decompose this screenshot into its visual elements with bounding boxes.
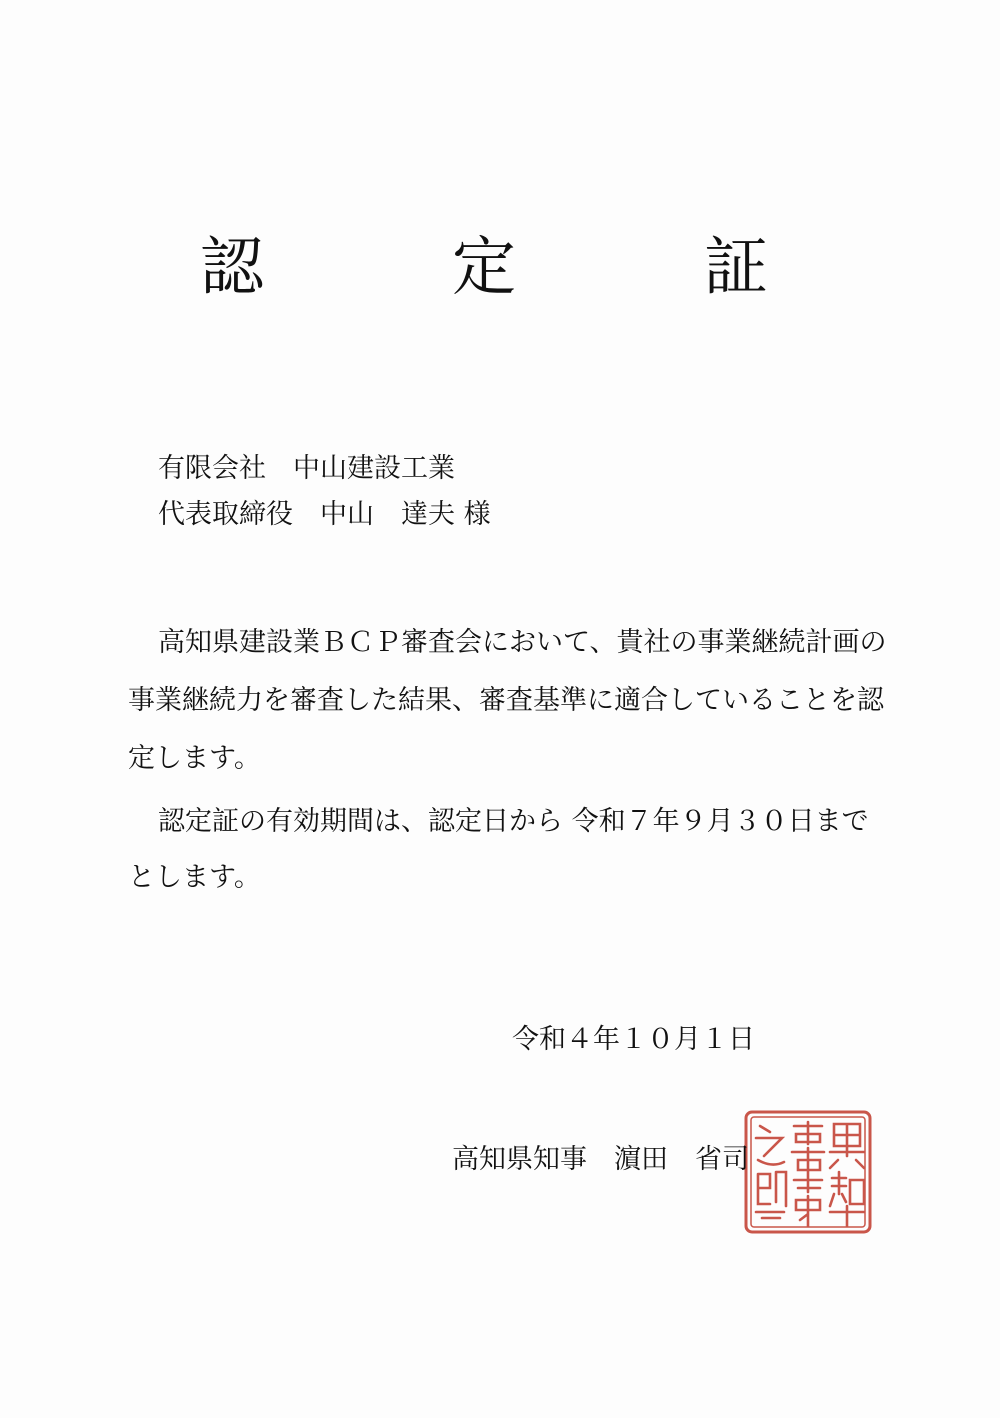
issue-date: 令和４年１０月１日 xyxy=(512,1024,755,1055)
signer-name: 高知県知事 濵田 省司 xyxy=(452,1144,749,1175)
certificate-title: 認 定 証 xyxy=(200,231,830,305)
body-paragraph-2: 認定証の有効期間は、認定日から 令和７年９月３０日までとします。 xyxy=(128,806,869,893)
addressee-representative: 代表取締役 中山 達夫 様 xyxy=(158,499,491,530)
addressee-block xyxy=(158,446,491,538)
certificate-body xyxy=(128,614,888,906)
addressee-company: 有限会社 中山建設工業 xyxy=(158,453,455,484)
official-seal-stamp xyxy=(742,1108,874,1236)
body-paragraph-1: 高知県建設業ＢＣＰ審査会において、貴社の事業継続計画の事業継続力を審査した結果、審査基準に適合していることを認定します。 xyxy=(128,627,887,774)
